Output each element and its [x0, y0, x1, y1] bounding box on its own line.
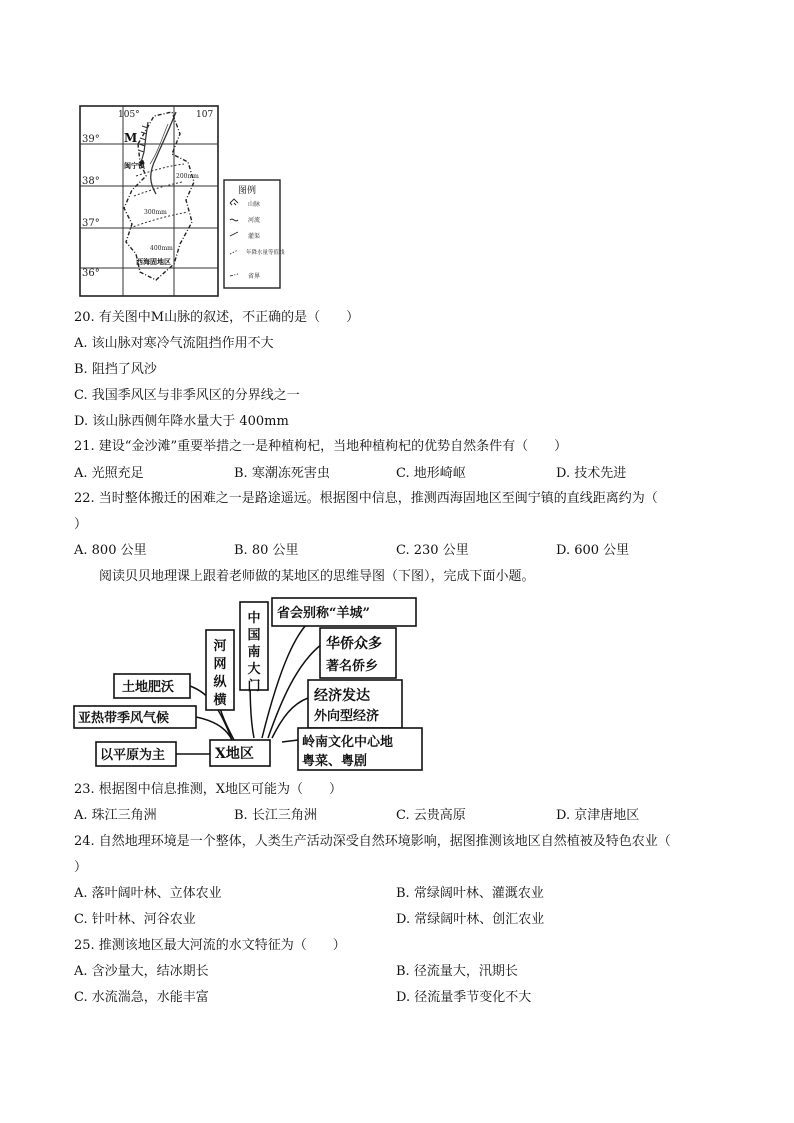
isohyet-label-300: 300mm: [144, 209, 167, 216]
mindmap-intro: 阅读贝贝地理课上跟着老师做的某地区的思维导图（下图），完成下面小题。: [99, 569, 535, 584]
lon-label-107: 107: [196, 110, 214, 120]
q22-option-a[interactable]: A. 800 公里: [74, 543, 147, 558]
q20-option-a[interactable]: A. 该山脉对寒冷气流阻挡作用不大: [74, 336, 274, 351]
mindmap-node-overseas-2: 著名侨乡: [326, 659, 379, 674]
q24-option-a[interactable]: A. 落叶阔叶林、立体农业: [74, 886, 222, 901]
question-25: 25. 推测该地区最大河流的水文特征为（ ）: [74, 938, 346, 953]
vtext-rivers-char: 横: [213, 693, 227, 708]
legend-item-canal: 灌渠: [248, 233, 261, 240]
q21-option-d[interactable]: D. 技术先进: [556, 466, 627, 481]
question-21: 21. 建设“金沙滩”重要举措之一是种植枸杞，当地种植枸杞的优势自然条件有（ ）: [74, 439, 568, 454]
mindmap-node-gate: [247, 610, 260, 694]
ningxia-map-figure: [76, 104, 288, 300]
q25-option-b[interactable]: B. 径流量大，汛期长: [396, 964, 518, 979]
question-22: 22. 当时整体搬迁的困难之一是路途遥远。根据图中信息，推测西海固地区至闽宁镇的直线距离约为（: [74, 491, 658, 506]
vtext-rivers-char: 纵: [213, 675, 227, 690]
lat-label-36: 36°: [82, 268, 100, 279]
mindmap-node-soil: 土地肥沃: [122, 680, 175, 695]
q23-option-a[interactable]: A. 珠江三角洲: [74, 808, 157, 823]
mindmap-center-x: X地区: [215, 746, 254, 762]
q23-option-c[interactable]: C. 云贵高原: [396, 808, 466, 823]
lat-label-37: 37°: [82, 218, 100, 229]
question-22-continuation: ）: [74, 517, 88, 532]
legend-item-isohyet: 年降水量等值线: [246, 250, 285, 256]
legend-item-river: 河流: [248, 217, 261, 224]
question-23: 23. 根据图中信息推测，X地区可能为（ ）: [74, 782, 343, 797]
mindmap-node-capital: 省会别称“羊城”: [277, 606, 370, 621]
q22-option-d[interactable]: D. 600 公里: [556, 543, 630, 558]
q25-option-c[interactable]: C. 水流湍急，水能丰富: [74, 990, 209, 1005]
q23-option-d[interactable]: D. 京津唐地区: [556, 808, 640, 823]
vtext-rivers-char: 网: [213, 657, 227, 672]
question-20: 20. 有关图中M山脉的叙述，不正确的是（ ）: [74, 310, 360, 325]
mindmap-node-culture-2: 粤菜、粤剧: [302, 754, 368, 769]
vtext-gate-char: 中: [247, 611, 261, 626]
q21-option-b[interactable]: B. 寒潮冻死害虫: [234, 466, 330, 481]
vtext-gate-char: 大: [247, 662, 261, 677]
legend-title: 图例: [238, 186, 257, 196]
mindmap-node-economy-1: 经济发达: [314, 688, 370, 704]
mindmap-node-plain: 以平原为主: [100, 748, 166, 763]
mindmap-node-climate: 亚热带季风气候: [78, 711, 170, 726]
vtext-gate-char: 南: [247, 645, 261, 660]
q24-option-c[interactable]: C. 针叶林、河谷农业: [74, 912, 196, 927]
vtext-gate-char: 国: [247, 628, 261, 643]
isohyet-label-200: 200mm: [176, 173, 199, 180]
lat-label-38: 38°: [82, 176, 100, 187]
q24-option-d[interactable]: D. 常绿阔叶林、创汇农业: [396, 912, 545, 927]
q24-option-b[interactable]: B. 常绿阔叶林、灌溉农业: [396, 886, 544, 901]
lon-label-105: 105°: [118, 110, 140, 120]
q21-option-c[interactable]: C. 地形崎岖: [396, 466, 466, 481]
mindmap-node-culture-1: 岭南文化中心地: [302, 735, 394, 750]
q23-option-b[interactable]: B. 长江三角洲: [234, 808, 317, 823]
vtext-rivers-char: 河: [213, 639, 227, 654]
isohyet-label-400: 400mm: [150, 245, 173, 252]
q25-option-a[interactable]: A. 含沙量大，结冰期长: [74, 964, 209, 979]
q20-option-b[interactable]: B. 阻挡了风沙: [74, 362, 157, 377]
map-legend: [224, 180, 285, 288]
vtext-gate-char: 门: [247, 679, 261, 694]
question-24-continuation: ）: [74, 860, 88, 875]
q21-option-a[interactable]: A. 光照充足: [74, 466, 144, 481]
lat-label-39: 39°: [82, 134, 100, 145]
q20-option-d[interactable]: D. 该山脉西侧年降水量大于 400mm: [74, 414, 289, 429]
question-24: 24. 自然地理环境是一个整体，人类生产活动深受自然环境影响，据图推测该地区自然植被及特色农业（: [74, 834, 671, 849]
q22-option-c[interactable]: C. 230 公里: [396, 543, 469, 558]
legend-item-border: 省界: [248, 273, 261, 280]
place-label-minning: 闽宁镇: [124, 161, 145, 170]
legend-item-mountain: 山脉: [248, 201, 261, 208]
q20-option-c[interactable]: C. 我国季风区与非季风区的分界线之一: [74, 388, 300, 403]
place-label-xihaigu: 西海固地区: [136, 257, 171, 266]
mountain-label: M: [124, 131, 138, 145]
q25-option-d[interactable]: D. 径流量季节变化不大: [396, 990, 532, 1005]
mindmap-figure: [72, 594, 424, 776]
mindmap-node-economy-2: 外向型经济: [314, 709, 380, 724]
q22-option-b[interactable]: B. 80 公里: [234, 543, 299, 558]
mindmap-node-overseas-1: 华侨众多: [326, 636, 382, 652]
